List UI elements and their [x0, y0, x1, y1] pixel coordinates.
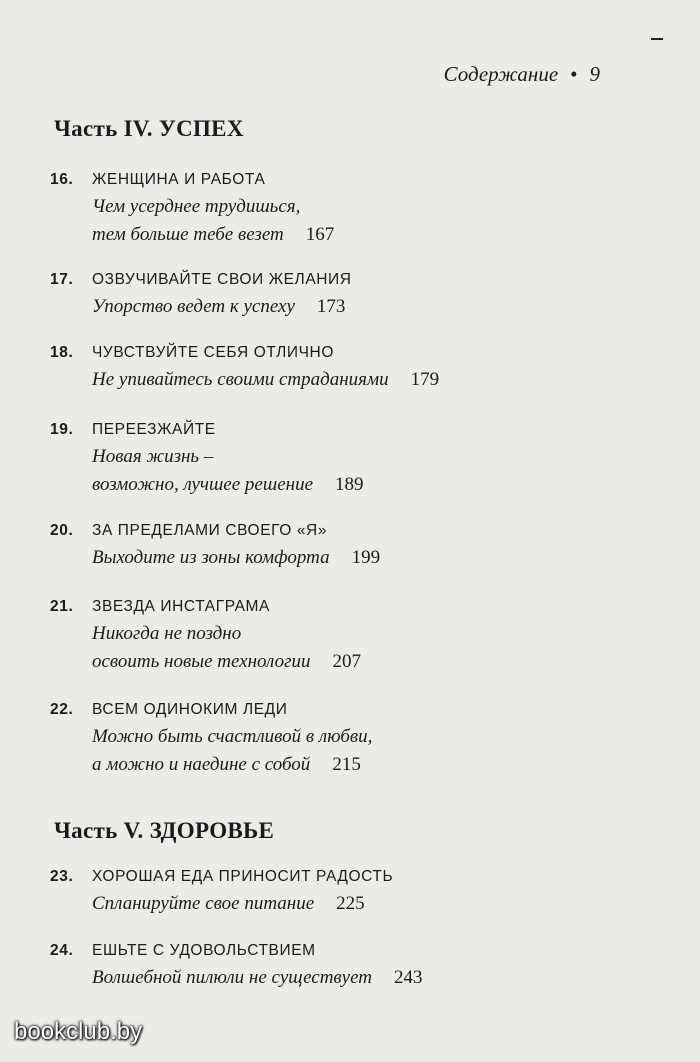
entry-number: 23. [50, 868, 74, 885]
entry-number: 19. [50, 421, 74, 438]
entry-page-number: 189 [335, 474, 364, 495]
entry-subtitle-line: Чем усерднее трудишься, [92, 196, 301, 217]
toc-entry-22 [50, 701, 600, 779]
entry-title: ОЗВУЧИВАЙТЕ СВОИ ЖЕЛАНИЯ [92, 271, 352, 288]
toc-entry-17 [50, 271, 600, 321]
entry-title: ПЕРЕЕЗЖАЙТЕ [92, 421, 216, 438]
entry-title: ЗВЕЗДА ИНСТАГРАМА [92, 598, 270, 615]
running-head [0, 62, 600, 87]
entry-subtitle-line: Волшебной пилюли не существует [92, 967, 372, 988]
entry-subtitle-line: Выходите из зоны комфорта [92, 547, 330, 568]
entry-page-number: 243 [394, 967, 423, 988]
toc-entry-18 [50, 344, 600, 394]
entry-subtitle-line: Упорство ведет к успеху [92, 296, 295, 317]
entry-title: ЕШЬТЕ С УДОВОЛЬСТВИЕМ [92, 942, 316, 959]
part-title-v: Часть V. ЗДОРОВЬЕ [54, 818, 275, 843]
running-head-separator: • [570, 62, 578, 86]
entry-title: ВСЕМ ОДИНОКИМ ЛЕДИ [92, 701, 288, 718]
entry-number: 16. [50, 171, 74, 188]
entry-page-number: 179 [410, 369, 440, 390]
toc-entry-20 [50, 522, 600, 572]
entry-subtitle-line: Можно быть счастливой в любви, [92, 726, 373, 747]
part-title-iv: Часть IV. УСПЕХ [54, 116, 244, 141]
entry-number: 20. [50, 522, 74, 539]
entry-subtitle-line: Новая жизнь – [92, 446, 214, 467]
entry-page-number: 167 [305, 224, 335, 245]
entry-subtitle-line: Не упивайтесь своими страданиями [92, 369, 389, 390]
toc-entry-24 [50, 942, 600, 992]
toc-entry-16 [50, 171, 600, 249]
watermark-logo: bookclub.by [14, 1018, 143, 1045]
entry-subtitle-line: Никогда не поздно [92, 623, 242, 644]
entry-page-number: 207 [332, 651, 361, 672]
toc-entry-23 [50, 868, 600, 918]
entry-page-number: 173 [316, 296, 346, 317]
toc-entry-19 [50, 421, 600, 499]
entry-title: ЖЕНЩИНА И РАБОТА [92, 171, 266, 188]
running-head-section: Содержание [443, 62, 559, 86]
entry-number: 17. [50, 271, 74, 288]
entry-number: 18. [50, 344, 74, 361]
entry-subtitle-line: Спланируйте свое питание [92, 893, 315, 914]
entry-page-number: 199 [351, 547, 381, 568]
entry-number: 21. [50, 598, 74, 615]
running-head-page: 9 [589, 62, 600, 86]
entry-subtitle-line: освоить новые технологии [92, 651, 311, 672]
entry-page-number: 225 [336, 893, 365, 914]
entry-page-number: 215 [332, 754, 361, 775]
toc-entry-21 [50, 598, 600, 676]
corner-mark [651, 38, 663, 40]
entry-title: ЗА ПРЕДЕЛАМИ СВОЕГО «Я» [92, 522, 328, 539]
entry-subtitle-line: тем больше тебе везет [92, 224, 284, 245]
entry-subtitle-line: возможно, лучшее решение [92, 474, 313, 495]
entry-number: 22. [50, 701, 74, 718]
entry-number: 24. [50, 942, 74, 959]
entry-title: ЧУВСТВУЙТЕ СЕБЯ ОТЛИЧНО [92, 344, 334, 361]
entry-subtitle-line: а можно и наедине с собой [92, 754, 311, 775]
entry-title: ХОРОШАЯ ЕДА ПРИНОСИТ РАДОСТЬ [92, 868, 394, 885]
